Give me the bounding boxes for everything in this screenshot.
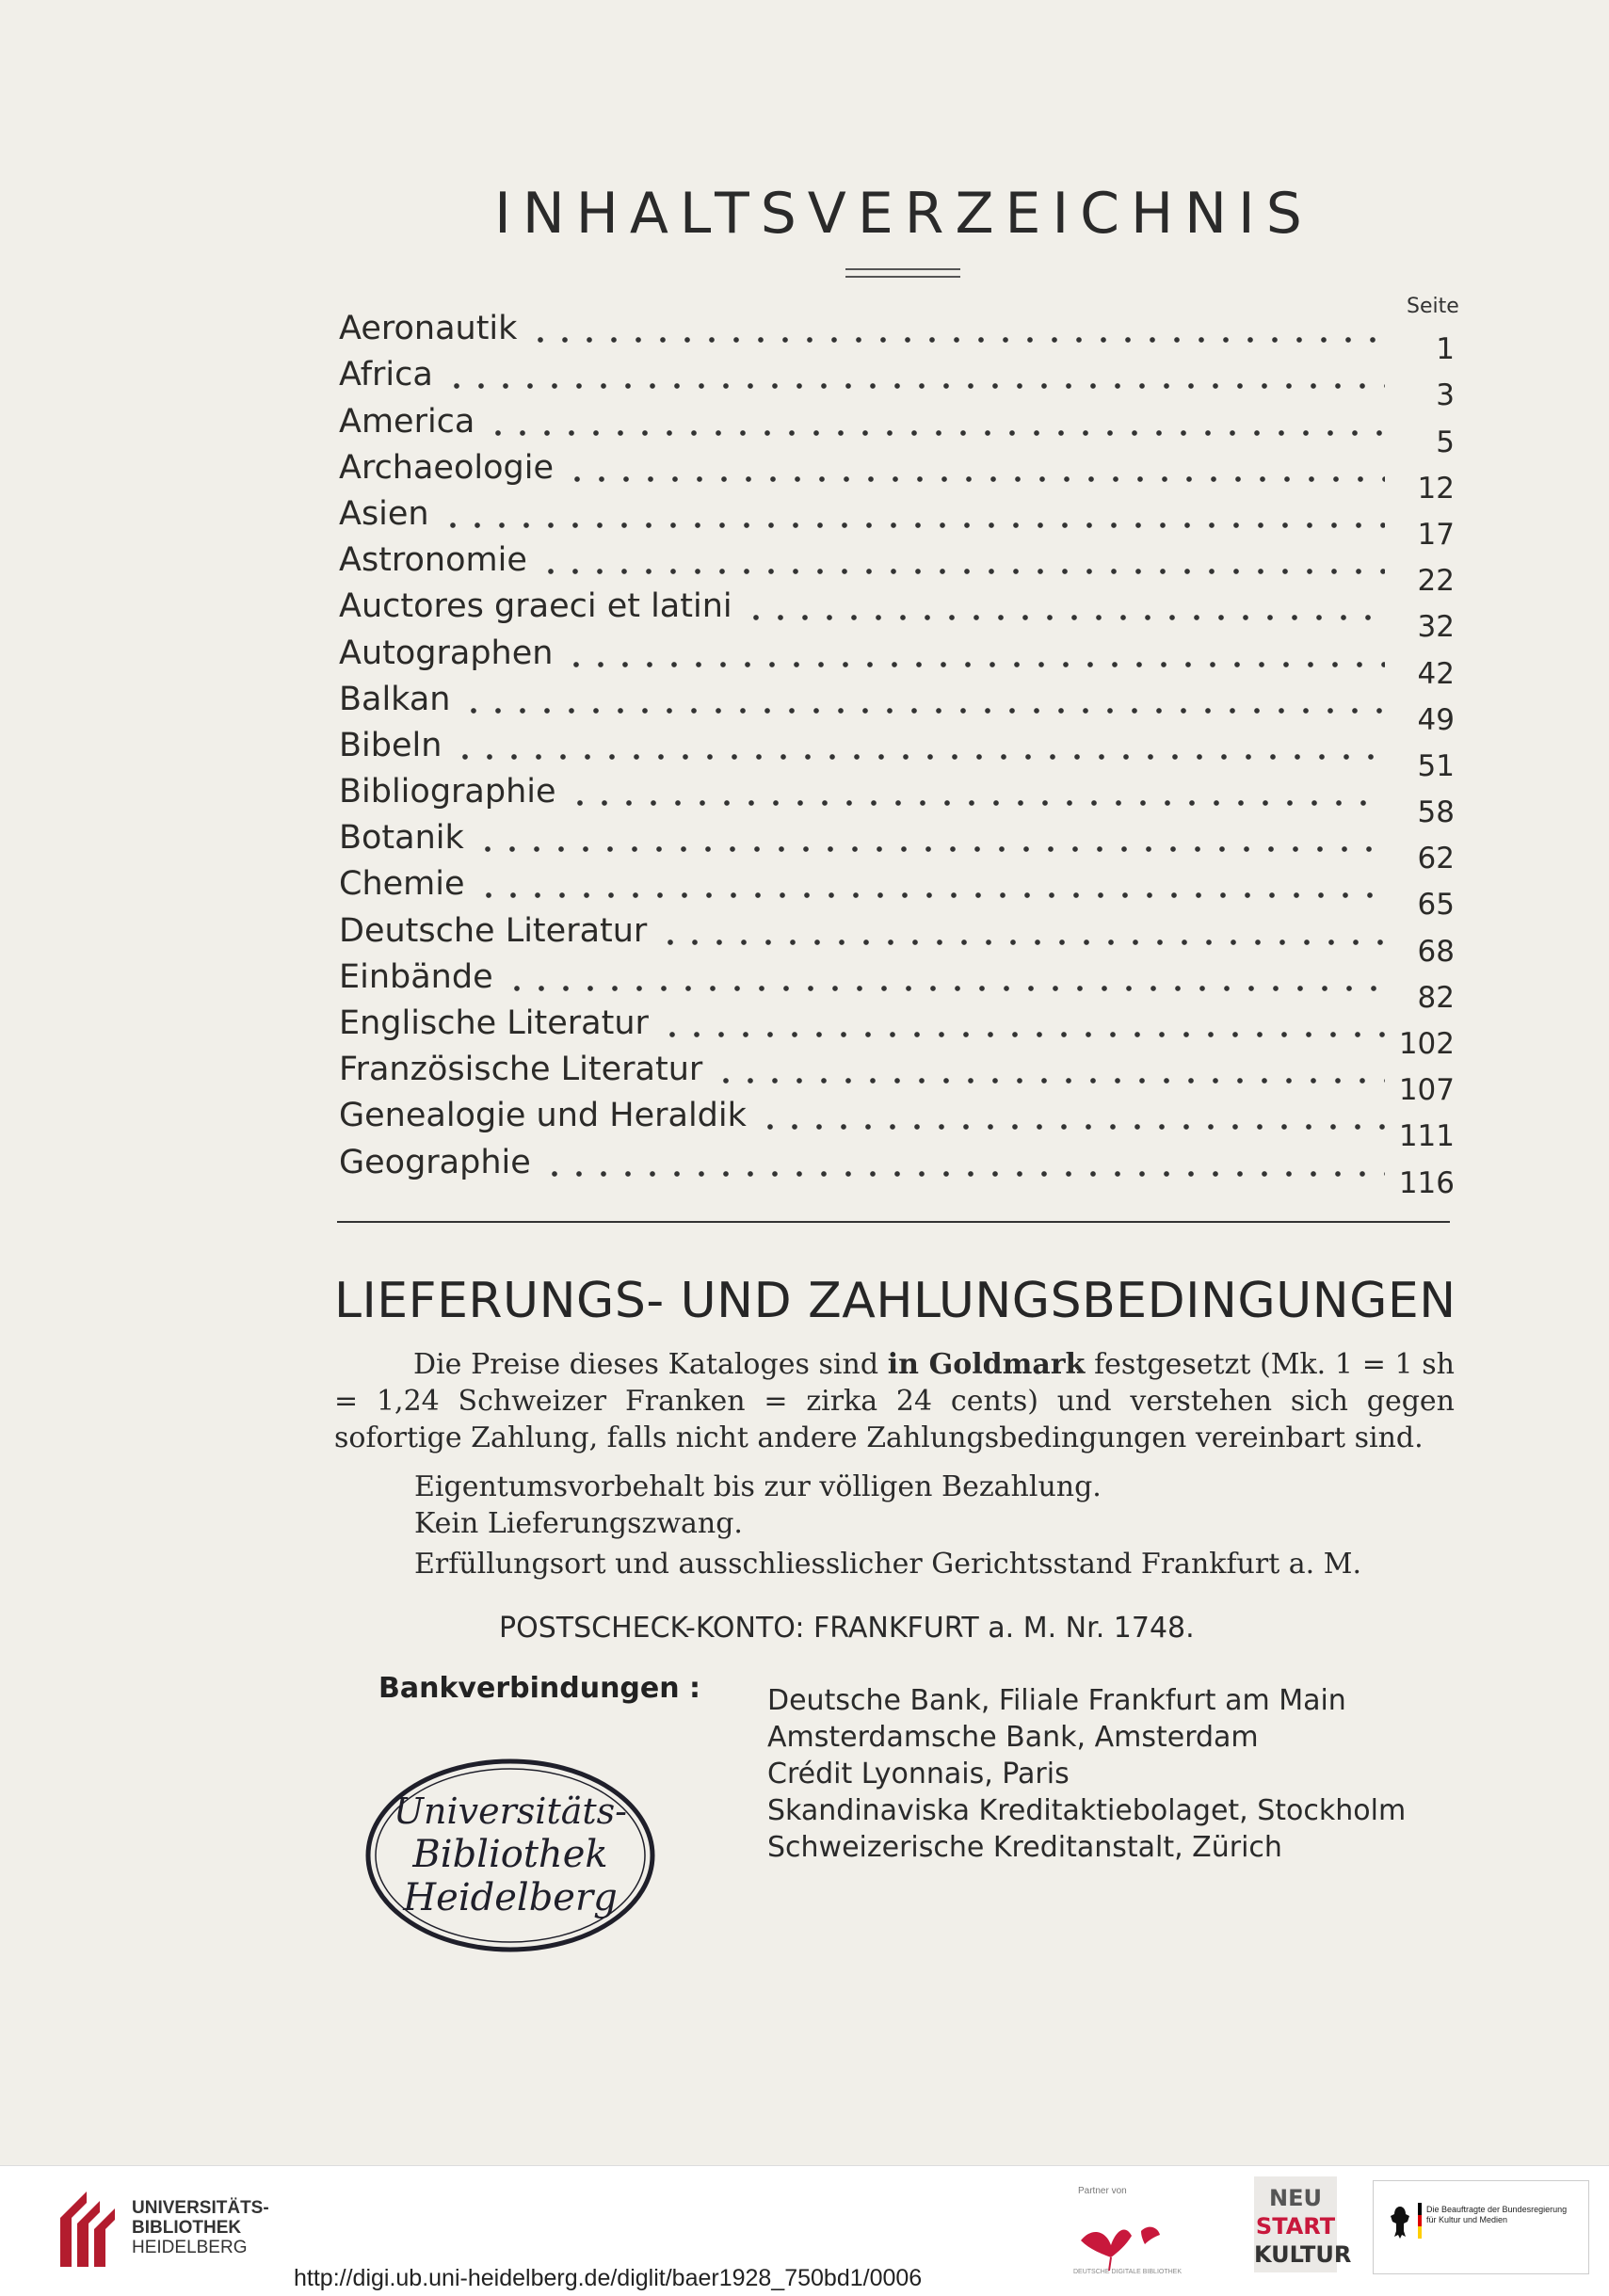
toc-page-number: 62	[1417, 842, 1455, 876]
toc-row	[339, 533, 1455, 599]
stamp-line-2: Bibliothek	[412, 1833, 608, 1876]
toc-label: Genealogie und Heraldik	[339, 1097, 747, 1135]
toc-page-number: 42	[1417, 656, 1455, 691]
bkm-line-2: für Kultur und Medien	[1426, 2215, 1508, 2224]
toc-label: Bibliographie	[339, 773, 556, 811]
page-column-label: Seite	[1407, 295, 1459, 318]
neustart-word-1: NEU	[1269, 2185, 1322, 2211]
toc-label: Französische Literatur	[339, 1051, 703, 1089]
toc-page-number: 82	[1417, 980, 1455, 1015]
title-double-rule	[845, 268, 960, 278]
toc-page-number: 65	[1417, 888, 1455, 923]
condition-no-delivery-obligation: Kein Lieferungszwang.	[414, 1507, 743, 1540]
bank-item: Amsterdamsche Bank, Amsterdam	[767, 1721, 1259, 1754]
toc-leader-dots	[505, 964, 1385, 992]
toc-row	[339, 1134, 1455, 1200]
price-currency-bold: in Goldmark	[887, 1348, 1086, 1381]
toc-page-number: 68	[1417, 934, 1455, 969]
toc-page-number: 32	[1417, 610, 1455, 645]
toc-row	[339, 996, 1455, 1061]
toc-label: Africa	[339, 356, 433, 394]
toc-leader-dots	[476, 871, 1385, 899]
toc-row	[339, 579, 1455, 645]
toc-page-number: 17	[1417, 517, 1455, 552]
toc-leader-dots	[444, 361, 1385, 390]
toc-leader-dots	[539, 547, 1385, 575]
price-paragraph	[334, 1346, 1455, 1456]
university-library-name[interactable]	[132, 2198, 269, 2257]
deutsche-digitale-bibliothek-logo-icon[interactable]	[1073, 2203, 1177, 2278]
toc-page-number: 3	[1436, 378, 1455, 413]
toc-leader-dots	[453, 732, 1385, 761]
bank-list	[767, 1682, 1406, 1866]
toc-row	[339, 672, 1455, 737]
toc-label: Astronomie	[339, 541, 527, 580]
ub-line-3: HEIDELBERG	[132, 2238, 248, 2257]
toc-leader-dots	[565, 455, 1385, 483]
neustart-word-3: KULTUR	[1254, 2241, 1352, 2268]
toc-label: Einbände	[339, 957, 493, 996]
bank-item: Deutsche Bank, Filiale Frankfurt am Main	[767, 1684, 1346, 1717]
toc-row	[339, 393, 1455, 459]
toc-page-number: 58	[1417, 795, 1455, 830]
toc-label: Autographen	[339, 634, 554, 672]
toc-leader-dots	[568, 779, 1385, 807]
toc-row	[339, 301, 1455, 367]
toc-label: Englische Literatur	[339, 1004, 649, 1042]
toc-label: Balkan	[339, 680, 451, 718]
bkm-line-1: Die Beauftragte der Bundesregierung	[1426, 2205, 1568, 2214]
condition-ownership: Eigentumsvorbehalt bis zur völligen Bezahlung.	[414, 1470, 1102, 1503]
toc-row	[339, 811, 1455, 876]
toc-page-number: 116	[1398, 1165, 1455, 1200]
toc-row	[339, 487, 1455, 552]
toc-page-number: 1	[1436, 332, 1455, 367]
toc-row	[339, 1088, 1455, 1154]
toc-page-number: 107	[1398, 1073, 1455, 1108]
toc-label: Chemie	[339, 865, 465, 904]
section-divider	[337, 1221, 1450, 1223]
federal-eagle-icon	[1389, 2203, 1411, 2240]
toc-row	[339, 764, 1455, 830]
university-library-logo-icon[interactable]	[58, 2190, 117, 2269]
toc-page-number: 49	[1417, 702, 1455, 737]
toc-leader-dots	[486, 409, 1385, 437]
price-text-after: festgesetzt (Mk. 1 = 1 sh = 1,24 Schweizer Franken = zirka 24 cents) und verstehen sich gegen sofortige Zahlung, falls nicht andere Zahlungsbedingungen vereinbart sind.	[334, 1348, 1456, 1454]
neustart-word-2: START	[1255, 2213, 1336, 2240]
toc-leader-dots	[542, 1149, 1385, 1178]
toc-label: Auctores graeci et latini	[339, 587, 732, 626]
toc-leader-dots	[660, 1010, 1385, 1038]
toc-leader-dots	[658, 918, 1385, 946]
toc-page-number: 111	[1398, 1119, 1455, 1154]
toc-leader-dots	[528, 315, 1385, 344]
neustart-kultur-logo[interactable]	[1254, 2176, 1352, 2272]
toc-row	[339, 950, 1455, 1015]
page-title: INHALTSVERZEICHNIS	[494, 181, 1313, 247]
toc-leader-dots	[714, 1056, 1385, 1084]
german-flag-bar-icon	[1418, 2203, 1422, 2239]
library-ownership-stamp	[362, 1756, 659, 1955]
toc-row	[339, 857, 1455, 923]
stamp-line-3: Heidelberg	[403, 1876, 618, 1919]
condition-jurisdiction: Erfüllungsort und ausschliesslicher Gerichtsstand Frankfurt a. M.	[414, 1548, 1362, 1581]
postscheck-account: POSTSCHECK-KONTO: FRANKFURT a. M. Nr. 1748.	[499, 1612, 1195, 1645]
ub-line-2: BIBLIOTHEK	[132, 2218, 242, 2238]
toc-row	[339, 441, 1455, 506]
toc-page-number: 5	[1436, 425, 1455, 459]
toc-page-number: 12	[1417, 471, 1455, 506]
ddb-caption: DEUTSCHE DIGITALE BIBLIOTHEK	[1073, 2269, 1183, 2275]
bank-item: Skandinaviska Kreditaktiebolaget, Stockholm	[767, 1794, 1407, 1827]
toc-row	[339, 718, 1455, 783]
permalink-url[interactable]: http://digi.ub.uni-heidelberg.de/diglit/baer1928_750bd1/0006	[294, 2265, 923, 2291]
toc-row	[339, 347, 1455, 413]
toc-label: Archaeologie	[339, 448, 554, 487]
stamp-line-1: Universitäts-	[394, 1790, 627, 1832]
conditions-heading: LIEFERUNGS- UND ZAHLUNGSBEDINGUNGEN	[334, 1273, 1456, 1329]
price-text-before: Die Preise dieses Kataloges sind	[413, 1348, 879, 1381]
toc-label: Bibeln	[339, 726, 442, 764]
toc-page-number: 102	[1398, 1027, 1455, 1061]
toc-leader-dots	[441, 501, 1385, 529]
toc-page-number: 22	[1417, 564, 1455, 599]
toc-label: Botanik	[339, 819, 464, 858]
bank-item: Schweizerische Kreditanstalt, Zürich	[767, 1831, 1282, 1864]
bkm-name	[1426, 2205, 1567, 2225]
toc-row	[339, 625, 1455, 691]
toc-leader-dots	[461, 686, 1385, 714]
bank-connections-label: Bankverbindungen :	[378, 1672, 701, 1705]
toc-label: Deutsche Literatur	[339, 911, 648, 950]
toc-label: Aeronautik	[339, 310, 518, 348]
toc-row	[339, 903, 1455, 969]
toc-label: Geographie	[339, 1143, 531, 1181]
bank-item: Crédit Lyonnais, Paris	[767, 1758, 1070, 1790]
toc-leader-dots	[744, 593, 1385, 621]
toc-label: Asien	[339, 494, 429, 533]
table-of-contents	[339, 301, 1455, 1200]
ub-line-1: UNIVERSITÄTS-	[132, 2198, 269, 2218]
toc-page-number: 51	[1417, 748, 1455, 783]
toc-leader-dots	[475, 825, 1385, 853]
toc-row	[339, 1042, 1455, 1108]
toc-leader-dots	[564, 640, 1385, 668]
toc-label: America	[339, 402, 475, 441]
partner-label: Partner von	[1078, 2186, 1127, 2196]
toc-leader-dots	[758, 1102, 1385, 1131]
